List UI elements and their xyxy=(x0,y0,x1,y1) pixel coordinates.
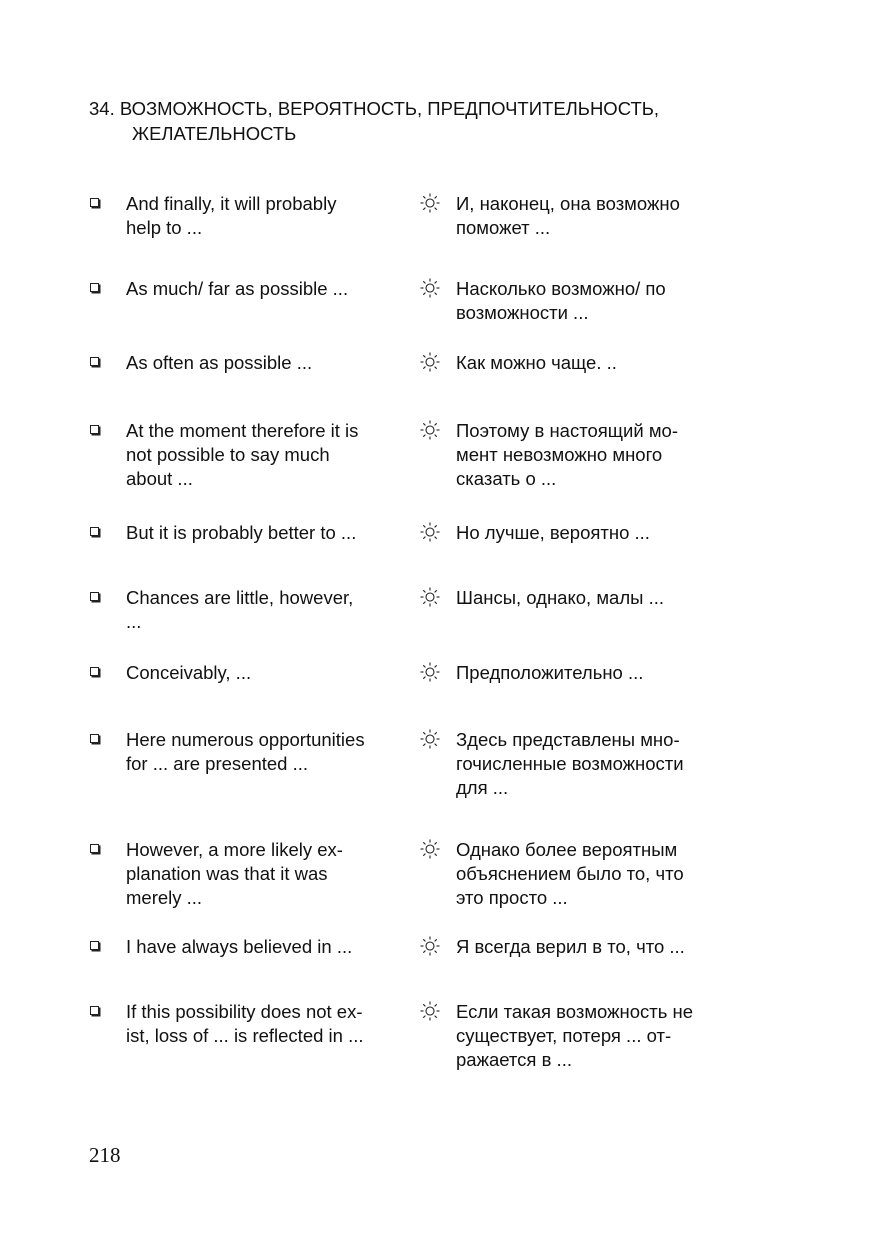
sun-icon xyxy=(419,192,441,214)
checkbox-bullet-icon xyxy=(90,527,99,536)
russian-translation: Если такая возможность не существует, потеря ... от- ражается в ... xyxy=(456,1001,694,1070)
checkbox-bullet-icon xyxy=(90,1006,99,1015)
checkbox-bullet-icon xyxy=(90,592,99,601)
checkbox-bullet-icon xyxy=(90,198,99,207)
russian-translation: Шансы, однако, малы ... xyxy=(456,587,664,608)
russian-translation: Поэтому в настоящий мо- мент невозможно много сказать о ... xyxy=(456,420,678,489)
sun-icon xyxy=(419,419,441,441)
sun-icon xyxy=(419,1000,441,1022)
english-phrase: I have always believed in ... xyxy=(126,936,353,957)
english-phrase: And finally, it will probably help to ... xyxy=(126,193,337,238)
english-phrase: As much/ far as possible ... xyxy=(126,278,349,299)
english-phrase: Here numerous opportunities for ... are presented ... xyxy=(126,729,365,774)
english-phrase: Conceivably, ... xyxy=(126,662,252,683)
russian-translation: И, наконец, она возможно поможет ... xyxy=(456,193,680,238)
checkbox-bullet-icon xyxy=(90,941,99,950)
english-phrase: Chances are little, however, ... xyxy=(126,587,354,632)
section-heading-line-1: 34. ВОЗМОЖНОСТЬ, ВЕРОЯТНОСТЬ, ПРЕДПОЧТИТЕЛЬНОСТЬ, xyxy=(89,98,660,119)
russian-translation: Предположительно ... xyxy=(456,662,644,683)
russian-translation: Я всегда верил в то, что ... xyxy=(456,936,685,957)
checkbox-bullet-icon xyxy=(90,425,99,434)
english-phrase: But it is probably better to ... xyxy=(126,522,357,543)
sun-icon xyxy=(419,728,441,750)
checkbox-bullet-icon xyxy=(90,667,99,676)
sun-icon xyxy=(419,935,441,957)
sun-icon xyxy=(419,838,441,860)
sun-icon xyxy=(419,586,441,608)
russian-translation: Как можно чаще. .. xyxy=(456,352,617,373)
russian-translation: Здесь представлены мно- гочисленные возможности для ... xyxy=(456,729,684,798)
sun-icon xyxy=(419,661,441,683)
english-phrase: As often as possible ... xyxy=(126,352,313,373)
checkbox-bullet-icon xyxy=(90,844,99,853)
section-heading-line-2: ЖЕЛАТЕЛЬНОСТЬ xyxy=(132,123,297,144)
english-phrase: At the moment therefore it is not possible to say much about ... xyxy=(126,420,359,489)
russian-translation: Однако более вероятным объяснением было то, что это просто ... xyxy=(456,839,684,908)
russian-translation: Но лучше, вероятно ... xyxy=(456,522,650,543)
page-number: 218 xyxy=(89,1143,121,1167)
section-heading xyxy=(89,96,659,146)
sun-icon xyxy=(419,351,441,373)
sun-icon xyxy=(419,277,441,299)
english-phrase: If this possibility does not ex- ist, loss of ... is reflected in ... xyxy=(126,1001,364,1046)
checkbox-bullet-icon xyxy=(90,734,99,743)
checkbox-bullet-icon xyxy=(90,283,99,292)
russian-translation: Насколько возможно/ по возможности ... xyxy=(456,278,666,323)
english-phrase: However, a more likely ex- planation was that it was merely ... xyxy=(126,839,343,908)
checkbox-bullet-icon xyxy=(90,357,99,366)
sun-icon xyxy=(419,521,441,543)
